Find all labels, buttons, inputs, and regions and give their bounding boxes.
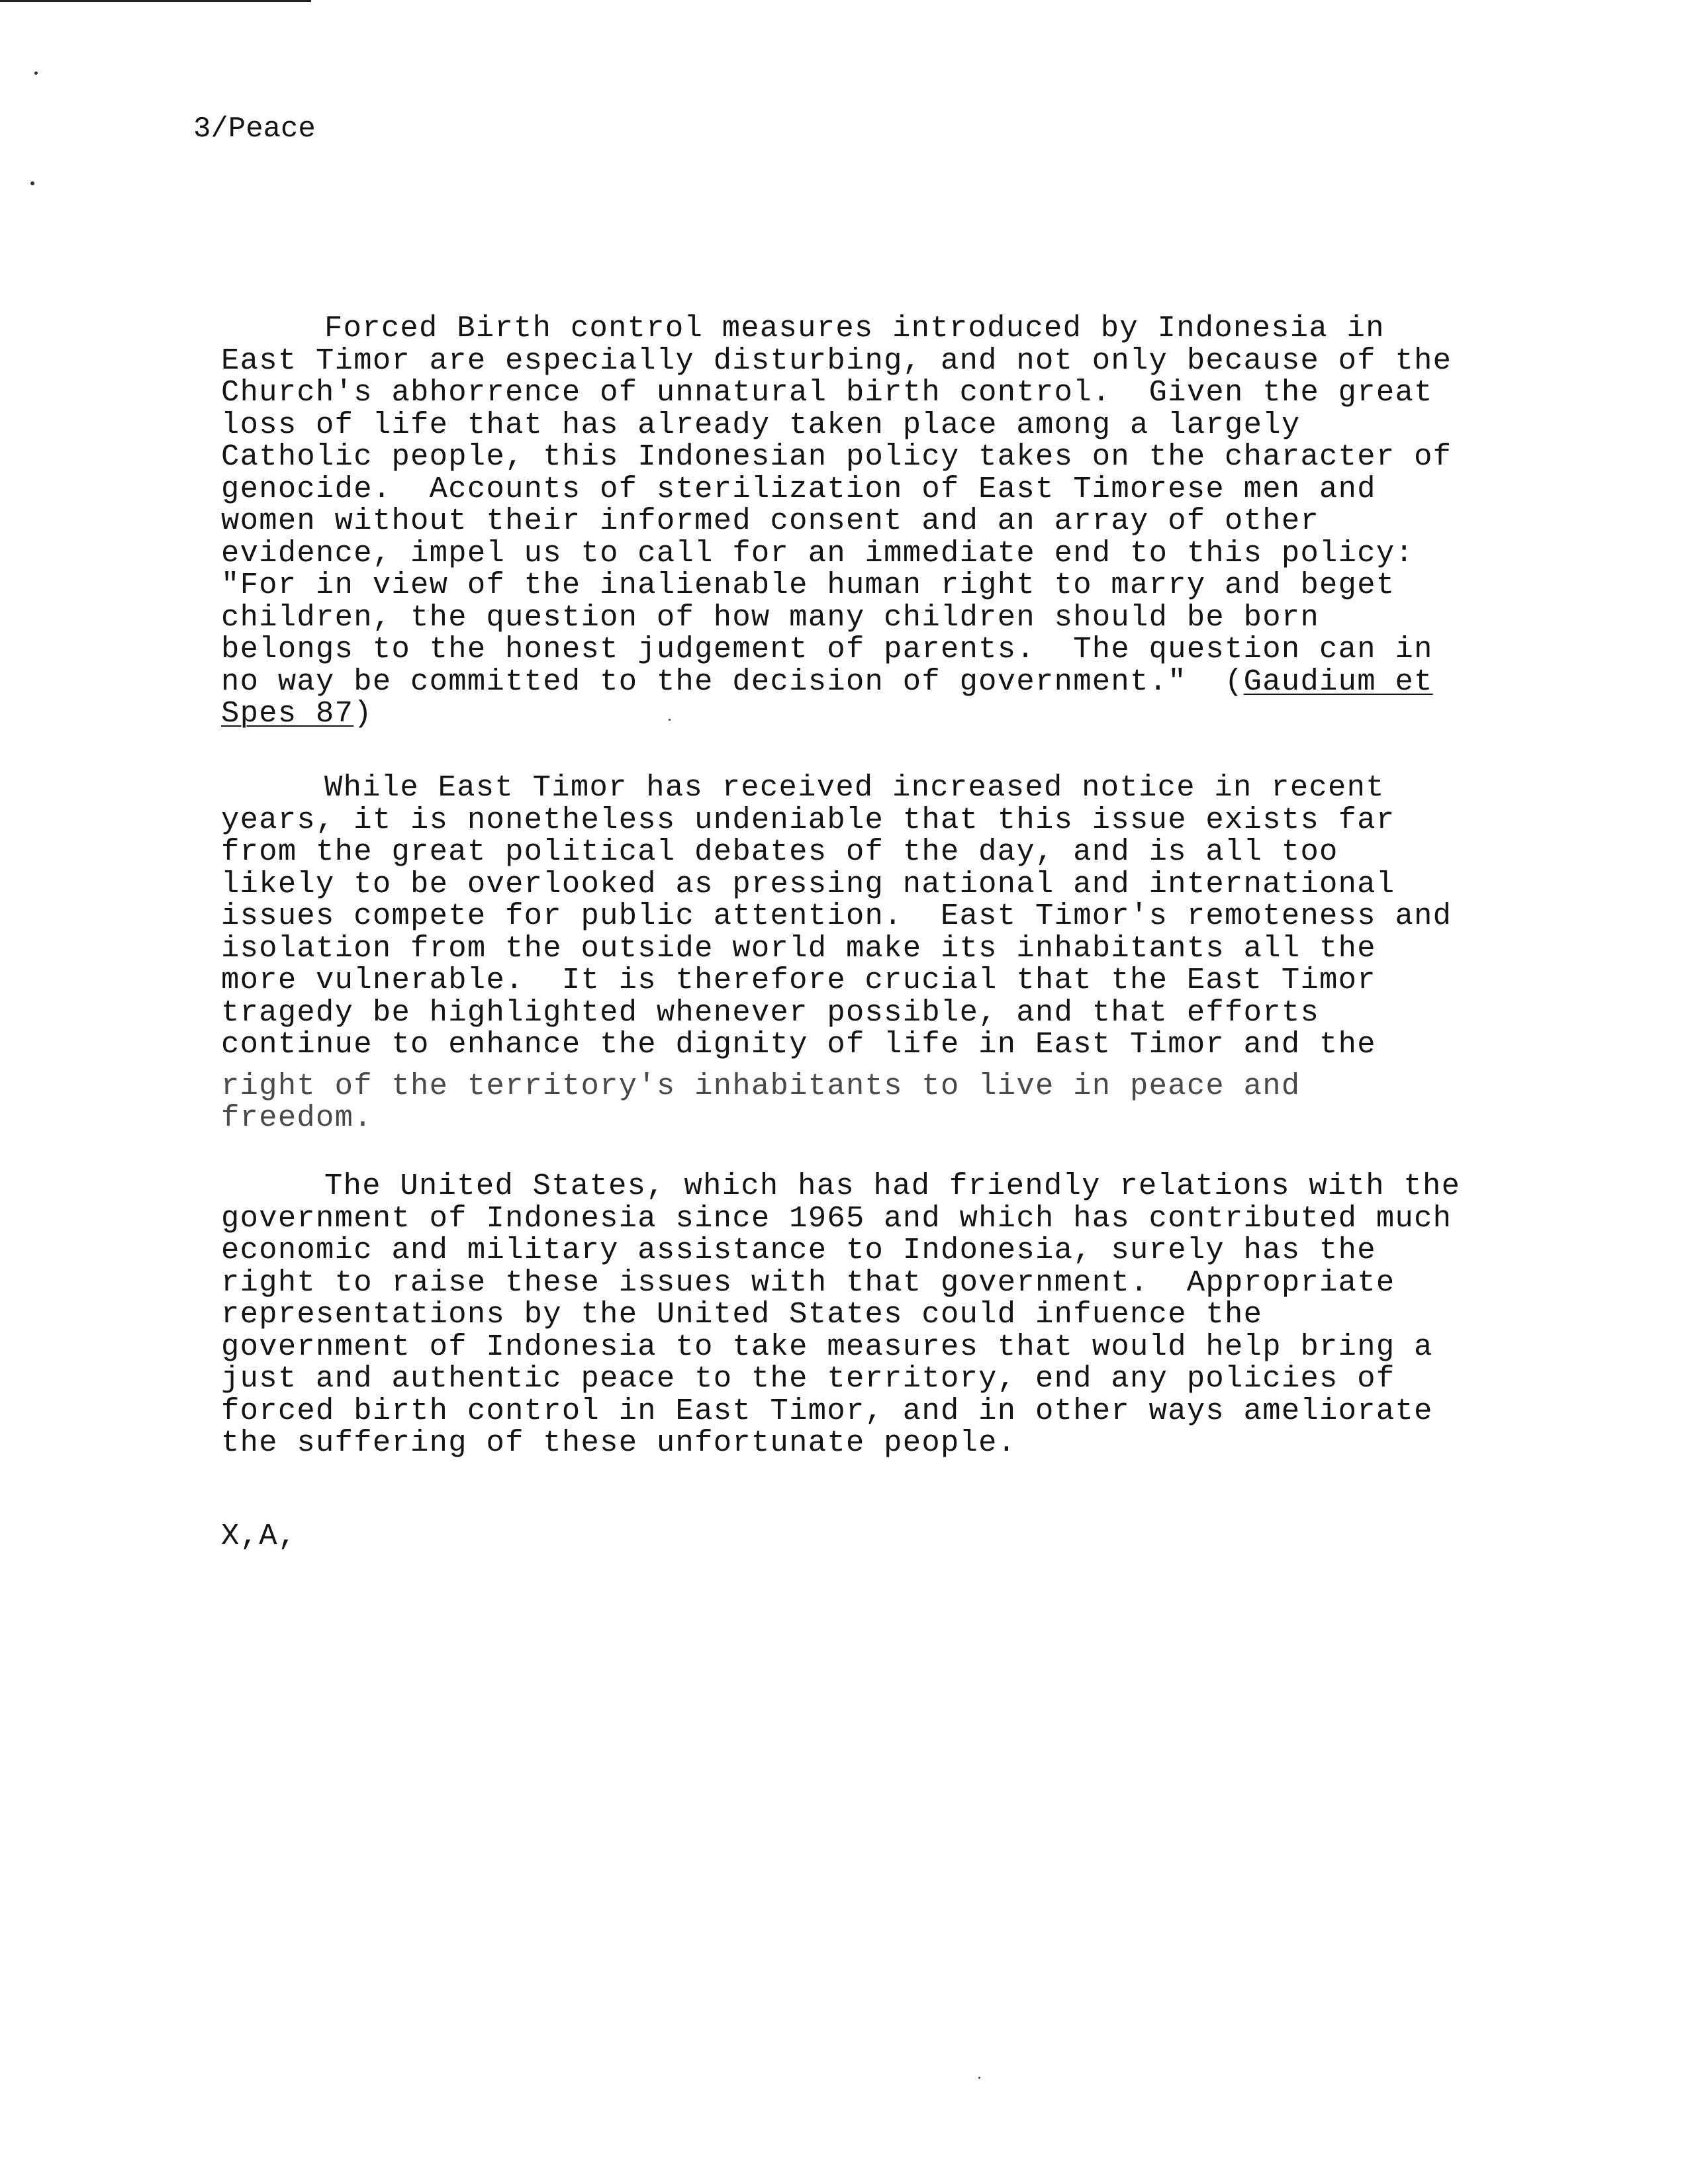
paragraph-line: forced birth control in East Timor, and in other ways ameliorate <box>221 1393 1433 1428</box>
paragraph-line: issues compete for public attention. East Timor's remoteness and <box>221 899 1452 933</box>
paragraph-line: representations by the United States could infuence the <box>221 1297 1263 1332</box>
paragraph-line: belongs to the honest judgement of parents. The question can in <box>221 632 1433 666</box>
scan-speck <box>34 71 38 75</box>
paragraph-line: government of Indonesia to take measures that would help bring a <box>221 1329 1433 1364</box>
paragraph-line: loss of life that has already taken place among a largely <box>221 407 1301 442</box>
paragraph-line: years, it is nonetheless undeniable that this issue exists far <box>221 802 1395 837</box>
paragraph-line: The United States, which has had friendly relations with the <box>324 1169 1461 1203</box>
paragraph-line: East Timor are especially disturbing, and not only because of the <box>221 343 1452 378</box>
paragraph-line: likely to be overlooked as pressing national and international <box>221 866 1395 901</box>
paragraph-east-timor-notice <box>221 772 1509 1134</box>
paragraph-line: economic and military assistance to Indonesia, surely has the <box>221 1233 1376 1267</box>
paragraph-line: freedom. <box>221 1101 373 1135</box>
citation-title: Gaudium et <box>1243 664 1433 699</box>
paragraph-line: more vulnerable. It is therefore crucial that the East Timor <box>221 963 1376 997</box>
paragraph-line: Forced Birth control measures introduced by Indonesia in <box>324 311 1385 345</box>
paragraph-line: genocide. Accounts of sterilization of East Timorese men and <box>221 471 1376 506</box>
paragraph-line: from the great political debates of the day, and is all too <box>221 835 1338 869</box>
paragraph-line <box>221 666 1509 698</box>
paragraph-line: right of the territory's inhabitants to live in peace and <box>221 1068 1301 1103</box>
paragraph-line <box>221 698 1509 730</box>
paragraph-line: While East Timor has received increased notice in recent <box>324 770 1385 805</box>
scan-speck <box>978 2077 980 2079</box>
paragraph-united-states <box>221 1170 1509 1459</box>
citation-close-paren: ) <box>353 696 373 731</box>
paragraph-line: Church's abhorrence of unnatural birth control. Given the great <box>221 375 1433 410</box>
paragraph-line: just and authentic peace to the territory, end any policies of <box>221 1361 1395 1396</box>
paragraph-line: isolation from the outside world make its inhabitants all the <box>221 931 1376 966</box>
paragraph-line: "For in view of the inalienable human right to marry and beget <box>221 568 1395 602</box>
paragraph-line: women without their informed consent and an array of other <box>221 504 1320 538</box>
paragraph-line: children, the question of how many children should be born <box>221 600 1320 635</box>
paragraph-line: tragedy be highlighted whenever possible, and that efforts <box>221 995 1320 1030</box>
paragraph-line: the suffering of these unfortunate people. <box>221 1426 1017 1460</box>
paragraph-line: continue to enhance the dignity of life in East Timor and the <box>221 1027 1376 1062</box>
closing-mark: X,A, <box>221 1519 297 1553</box>
scan-speck <box>30 181 34 185</box>
page-header: 3/Peace <box>193 113 316 146</box>
paragraph-line-text: no way be committed to the decision of government." ( <box>221 664 1244 699</box>
paragraph-line: Catholic people, this Indonesian policy takes on the character of <box>221 439 1452 474</box>
paragraph-forced-birth-control <box>221 312 1509 730</box>
paragraph-line: government of Indonesia since 1965 and which has contributed much <box>221 1201 1452 1236</box>
paragraph-line: right to raise these issues with that government. Appropriate <box>221 1265 1395 1300</box>
scan-edge-mark <box>0 0 311 2</box>
citation-title-continued: Spes 87 <box>221 696 354 731</box>
paragraph-line: evidence, impel us to call for an immediate end to this policy: <box>221 535 1415 570</box>
